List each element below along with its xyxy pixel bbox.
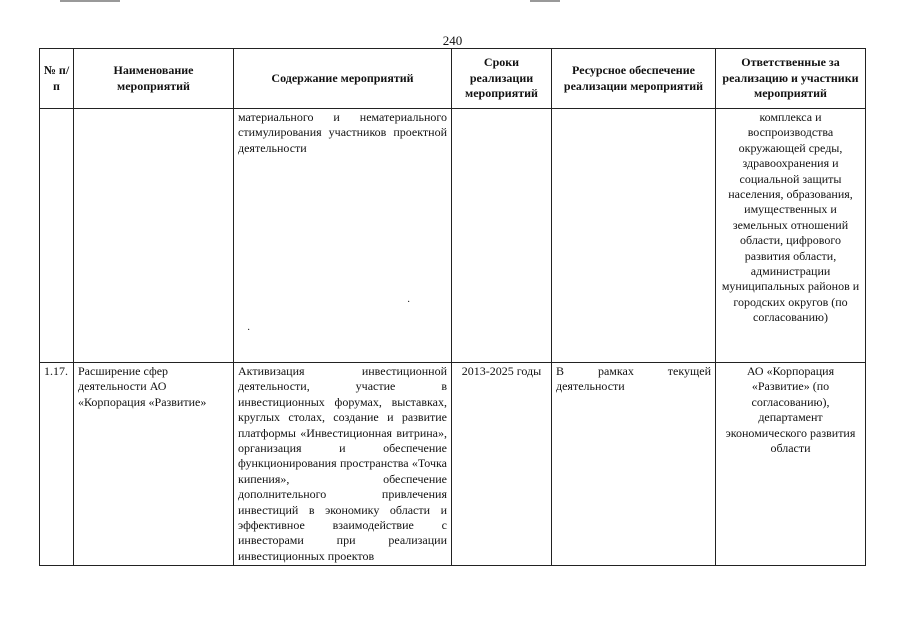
- cell-content: Активизация инвестиционной деятельности, участие в инвестиционных форумах, выставках, круглых столах, создание и развитие платформы «Инвестиционная витрина», организация и обеспечение функционирования пространства «Точка кипения», обеспечение дополнительного привлечения инвестиций в экономику области и эффективное взаимодействие с инвесторами при реализации инвестиционных проектов: [234, 363, 452, 566]
- cell-name: Расширение сфер деятельности АО «Корпорация «Развитие»: [74, 363, 234, 566]
- cell-responsible: комплекса и воспроизводства окружающей среды, здравоохранения и социальной защиты населения, образования, имущественных и земельных отношений области, цифрового развития области, администрации муниципальных районов и городских округов (по согласованию): [716, 109, 866, 363]
- header-name: Наименование мероприятий: [74, 49, 234, 109]
- cell-num: [40, 109, 74, 363]
- activities-table: [39, 48, 866, 566]
- scan-edge-mark: [60, 0, 120, 2]
- cell-responsible: АО «Корпорация «Развитие» (по согласованию), департамент экономического развития области: [716, 363, 866, 566]
- scan-speck: ·: [407, 297, 411, 308]
- cell-num: 1.17.: [40, 363, 74, 566]
- cell-content: материального и нематериального стимулирования участников проектной деятельности: [234, 109, 452, 363]
- header-content: Содержание мероприятий: [234, 49, 452, 109]
- table-row: [40, 109, 866, 363]
- header-num: № п/п: [40, 49, 74, 109]
- table-row: [40, 363, 866, 566]
- cell-terms: [452, 109, 552, 363]
- cell-resources: [552, 109, 716, 363]
- table-header-row: [40, 49, 866, 109]
- header-terms: Сроки реализации мероприятий: [452, 49, 552, 109]
- header-responsible: Ответственные за реализацию и участники мероприятий: [716, 49, 866, 109]
- cell-name: [74, 109, 234, 363]
- scan-speck: ·: [247, 325, 251, 336]
- scan-edge-mark: [530, 0, 560, 2]
- cell-resources: В рамках текущей деятельности: [552, 363, 716, 566]
- header-resources: Ресурсное обеспечение реализации мероприятий: [552, 49, 716, 109]
- cell-terms: 2013-2025 годы: [452, 363, 552, 566]
- page-number: 240: [442, 33, 463, 48]
